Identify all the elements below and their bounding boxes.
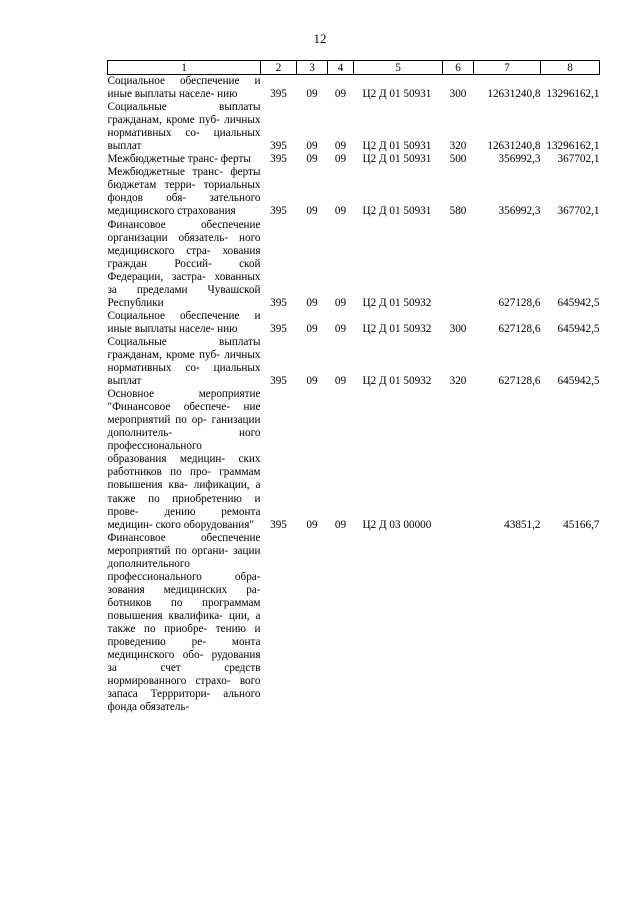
cell-ministry: 395 — [270, 375, 287, 388]
description-line: ганизации дополнитель- — [107, 414, 261, 440]
cell-target-article: Ц2 Д 01 50932 — [362, 296, 432, 309]
cell-description — [108, 310, 261, 336]
description-line: ального фонда обязатель- — [107, 688, 261, 714]
cell-expense-type: 580 — [449, 205, 467, 218]
cell-ministry: 395 — [270, 88, 287, 101]
cell-target-article: Ц2 Д 01 50932 — [362, 375, 432, 388]
cell-description — [108, 219, 261, 310]
description-line: Социальные выплаты — [107, 335, 261, 348]
cell-target-article: Ц2 Д 01 50932 — [362, 322, 432, 335]
cell-description — [108, 388, 261, 532]
cell-expense-type — [443, 388, 474, 532]
cell-expense-type: 320 — [449, 375, 467, 388]
description-line: профессионального обра- — [107, 570, 261, 583]
description-line: ции, а также по приобре- — [107, 609, 261, 635]
description-line: Чувашской Республики — [107, 283, 261, 309]
cell-ministry: 395 — [270, 322, 287, 335]
cell-description — [108, 336, 261, 388]
description-line: зования медицинских ра- — [107, 583, 261, 596]
cell-amount-year-1: 43851,2 — [504, 518, 541, 531]
table-row — [108, 166, 600, 218]
table-row — [108, 388, 600, 532]
description-line: гражданам, кроме пуб- — [107, 348, 220, 361]
description-line: страхования — [177, 205, 236, 218]
cell-section: 09 — [306, 88, 318, 101]
description-line: мероприятий по органи- — [107, 544, 229, 557]
description-line: зации дополнительного — [107, 544, 261, 570]
cell-subsection: 09 — [334, 153, 347, 166]
description-line: монта медицинского обо- — [107, 636, 261, 662]
column-header-3: 3 — [297, 61, 328, 75]
cell-ministry: 395 — [270, 296, 287, 309]
cell-amount-year-2: 367702,1 — [557, 153, 600, 166]
cell-subsection: 09 — [334, 205, 347, 218]
description-line: ного медицинского стра- — [107, 231, 261, 257]
description-line: "Финансовое обеспече- — [107, 401, 231, 414]
description-line: повышения квалифика- — [107, 609, 223, 622]
cell-amount-year-1: 627128,6 — [498, 322, 541, 335]
cell-ministry: 395 — [270, 518, 287, 531]
cell-subsection: 09 — [334, 296, 347, 309]
cell-expense-type: 300 — [449, 88, 467, 101]
description-line: Межбюджетные транс- — [107, 153, 218, 166]
table-row — [108, 336, 600, 388]
cell-amount-year-2: 45166,7 — [563, 518, 600, 531]
table-body — [108, 75, 600, 715]
description-line: зательного медицинского — [107, 192, 261, 218]
budget-table — [107, 60, 600, 714]
cell-target-article: Ц2 Д 01 50931 — [362, 88, 432, 101]
cell-amount-year-1: 356992,3 — [498, 205, 541, 218]
cell-ministry: 395 — [270, 140, 287, 153]
description-line: циальных выплат — [107, 362, 261, 388]
cell-ministry: 395 — [270, 205, 287, 218]
cell-expense-type: 300 — [449, 322, 467, 335]
cell-subsection: 09 — [334, 140, 347, 153]
description-line: Социальное обеспечение — [107, 309, 240, 322]
column-header-2: 2 — [261, 61, 297, 75]
description-line: хованных за пределами — [107, 270, 261, 296]
cell-amount-year-2: 13296162,1 — [546, 88, 600, 101]
description-line: и иные выплаты населе- — [107, 309, 261, 335]
cell-section: 09 — [306, 296, 318, 309]
cell-description — [108, 532, 261, 715]
description-line: граммам повышения ква- — [107, 466, 261, 492]
table-row — [108, 153, 600, 166]
cell-section: 09 — [306, 205, 318, 218]
table-row — [108, 101, 600, 153]
table-row — [108, 75, 600, 102]
description-line: Социальное обеспечение — [107, 75, 240, 87]
description-line: рудования за счет средств — [107, 649, 261, 675]
description-line: Финансовое обеспечение — [107, 218, 261, 231]
cell-amount-year-2: 645942,5 — [557, 322, 600, 335]
description-line: ской Федерации, застра- — [107, 257, 261, 283]
cell-target-article: Ц2 Д 01 50931 — [362, 153, 432, 166]
description-line: тению и проведению ре- — [107, 622, 261, 649]
description-line: ских работников по про- — [107, 453, 261, 479]
cell-section: 09 — [306, 140, 318, 153]
cell-subsection: 09 — [334, 88, 347, 101]
cell-target-article: Ц2 Д 01 50931 — [362, 205, 432, 218]
cell-amount-year-2: 645942,5 — [557, 375, 600, 388]
description-line: хования граждан Россий- — [107, 244, 261, 270]
cell-target-article — [354, 532, 443, 715]
cell-target-article: Ц2 Д 01 50931 — [362, 140, 432, 153]
column-header-5: 5 — [354, 61, 443, 75]
table-row — [108, 532, 600, 715]
cell-subsection: 09 — [334, 322, 347, 335]
cell-amount-year-2 — [541, 532, 600, 715]
description-line: ботников по программам — [107, 596, 261, 609]
cell-amount-year-1: 12631240,8 — [487, 88, 541, 101]
column-header-1: 1 — [108, 61, 261, 75]
cell-ministry: 395 — [270, 153, 287, 166]
cell-section: 09 — [306, 375, 318, 388]
cell-description — [108, 101, 261, 153]
cell-section: 09 — [306, 518, 318, 531]
description-line: ториальных фондов обя- — [107, 179, 261, 205]
description-line: приобретению и прове- — [107, 492, 261, 518]
cell-description — [108, 153, 261, 166]
column-header-8: 8 — [541, 61, 600, 75]
description-line: нормированного страхо- — [107, 675, 231, 688]
description-line: циальных выплат — [107, 127, 261, 153]
description-line: дению ремонта медицин- — [107, 505, 261, 531]
description-line: Основное мероприятие — [107, 388, 261, 401]
cell-description — [108, 166, 261, 218]
page-number: 12 — [313, 31, 327, 46]
description-line: вого запаса Террритори- — [107, 675, 261, 701]
cell-amount-year-1: 356992,3 — [498, 153, 541, 166]
cell-expense-type: 320 — [449, 140, 467, 153]
cell-subsection: 09 — [334, 518, 347, 531]
cell-subsection: 09 — [334, 375, 347, 388]
column-header-4: 4 — [328, 61, 354, 75]
cell-ministry — [261, 532, 297, 715]
description-line: Межбюджетные транс- — [107, 166, 223, 179]
cell-expense-type: 500 — [449, 153, 467, 166]
description-line: нию — [217, 322, 238, 335]
description-line: Финансовое обеспечение — [107, 531, 261, 544]
description-line: лификации, а также по — [107, 479, 261, 505]
description-line: гражданам, кроме пуб- — [107, 114, 220, 127]
description-line: образования медицин- — [107, 453, 226, 466]
cell-amount-year-1: 627128,6 — [498, 375, 541, 388]
description-line: нию — [217, 88, 238, 101]
description-line: ние мероприятий по ор- — [107, 401, 261, 427]
cell-expense-type — [443, 219, 474, 310]
cell-expense-type — [443, 532, 474, 715]
cell-amount-year-1: 12631240,8 — [487, 140, 541, 153]
description-line: личных нормативных со- — [107, 348, 261, 375]
cell-amount-year-2: 13296162,1 — [546, 140, 600, 153]
cell-subsection — [328, 532, 354, 715]
description-line: и иные выплаты населе- — [107, 75, 261, 101]
cell-amount-year-2: 645942,5 — [557, 296, 600, 309]
description-line: организации обязатель- — [107, 231, 229, 244]
description-line: ского оборудования" — [155, 518, 254, 531]
cell-amount-year-1: 627128,6 — [498, 296, 541, 309]
column-header-7: 7 — [474, 61, 541, 75]
column-header-6: 6 — [443, 61, 474, 75]
description-line: ферты — [220, 153, 251, 166]
cell-section: 09 — [306, 153, 318, 166]
cell-section — [297, 532, 328, 715]
cell-amount-year-1 — [474, 532, 541, 715]
cell-amount-year-2: 367702,1 — [557, 205, 600, 218]
description-line: личных нормативных со- — [107, 114, 261, 140]
cell-target-article: Ц2 Д 03 00000 — [362, 518, 432, 531]
header-row — [108, 61, 600, 75]
description-line: Социальные выплаты — [107, 101, 261, 114]
cell-section: 09 — [306, 322, 318, 335]
description-line: ного профессионального — [107, 427, 261, 453]
description-line: ферты бюджетам терри- — [107, 166, 261, 192]
table-header — [108, 61, 600, 75]
table-row — [108, 219, 600, 310]
table-row — [108, 310, 600, 336]
cell-description — [108, 75, 261, 102]
